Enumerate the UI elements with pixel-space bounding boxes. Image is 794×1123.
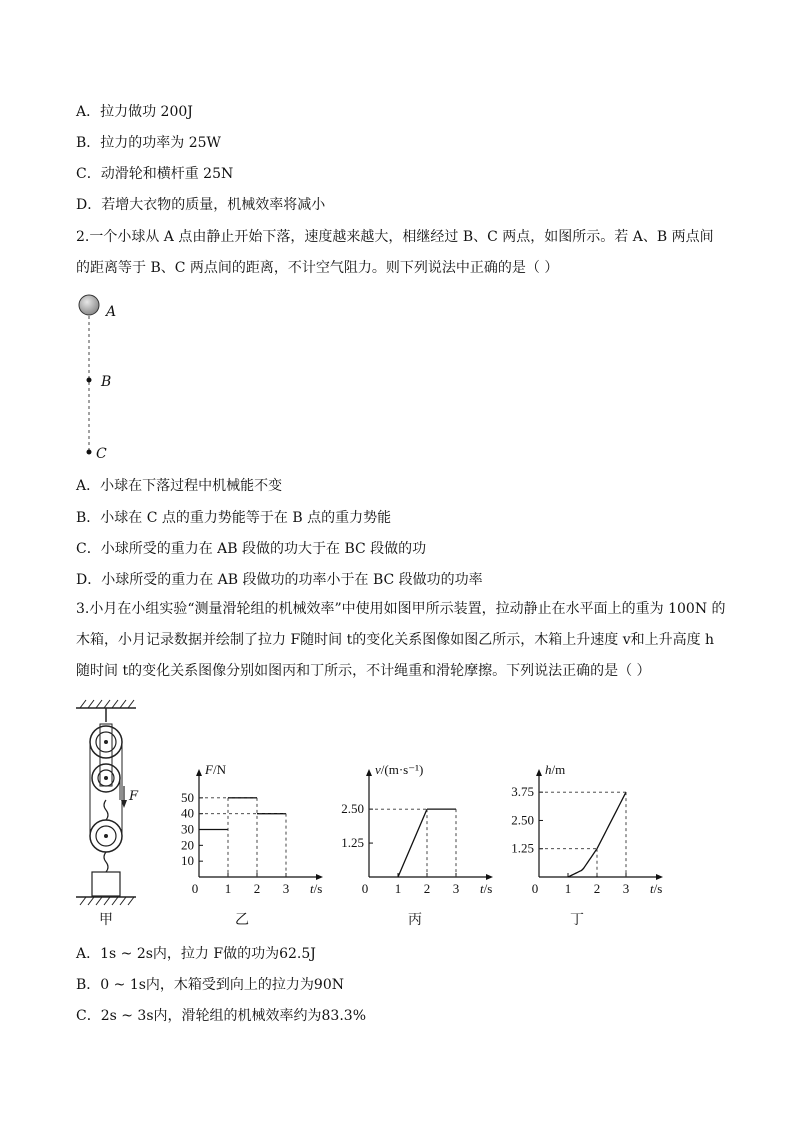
y-tick-label: 50 — [181, 789, 194, 805]
x-tick-label: 0 — [191, 881, 199, 896]
point-a-label: A — [106, 304, 117, 320]
x-axis-label: t/s — [310, 881, 323, 896]
x-tick-label: 1 — [224, 881, 232, 896]
x-axis-label: t/s — [480, 881, 493, 896]
q2-option-c: C．小球所受的重力在 AB 段做的功大于在 BC 段做的功 — [76, 541, 427, 557]
x-axis-arrow — [486, 874, 493, 880]
chart-1 — [341, 762, 493, 896]
y-tick-label: 1.25 — [511, 840, 534, 856]
q1-option-d: D．若增大衣物的质量，机械效率将减小 — [76, 197, 326, 213]
x-tick-label: 2 — [253, 881, 261, 896]
q3-option-a: A．1s ~ 2s内，拉力 F做的功为62.5J — [76, 946, 316, 962]
chart-0 — [181, 762, 323, 896]
y-axis-arrow — [536, 769, 542, 776]
y-tick-label: 10 — [181, 853, 194, 869]
chart-2 — [511, 762, 663, 896]
figure-yi-label: 乙 — [235, 912, 249, 928]
point-c-label: C — [96, 446, 107, 462]
figure-bing-label: 丙 — [408, 912, 422, 928]
x-tick-label: 3 — [282, 881, 290, 896]
point-b-label: B — [101, 374, 112, 390]
y-tick-label: 20 — [181, 837, 194, 853]
y-tick-label: 2.50 — [341, 801, 364, 817]
q1-option-a: A．拉力做功 200J — [76, 104, 193, 120]
q3-stem: 3.小月在小组实验“测量滑轮组的机械效率”中使用如图甲所示装置，拉动静止在水平面上的重为 100N 的木箱，小月记录数据并绘制了拉力 F随时间 t的变化关系图像如图乙所示，木箱上升速度 v和上升高度 h随时间 t的变化关系图像分别如图丙和丁所示，不计绳重和滑轮摩擦。下列说法正确的是（ ） — [76, 601, 726, 679]
q3-option-c: C．2s ~ 3s内，滑轮组的机械效率约为83.3% — [76, 1008, 367, 1024]
y-tick-label: 1.25 — [341, 835, 364, 851]
data-curve — [568, 792, 626, 877]
x-tick-label: 0 — [531, 881, 539, 896]
y-tick-label: 40 — [181, 805, 194, 821]
x-axis-arrow — [316, 874, 323, 880]
data-segment — [398, 809, 427, 877]
x-axis-label: t/s — [650, 881, 663, 896]
figure-jia-label: 甲 — [99, 912, 113, 928]
q2-stem: 2.一个小球从 A 点由静止开始下落，速度越来越大，相继经过 B、C 两点，如图所示。若 A、B 两点间的距离等于 B、C 两点间的距离，不计空气阻力。则下列说法中正确的是（ ） — [76, 229, 714, 276]
q3-option-b: B．0 ~ 1s内，木箱受到向上的拉力为90N — [76, 977, 344, 993]
x-tick-label: 1 — [564, 881, 572, 896]
figure-ding-label: 丁 — [570, 912, 584, 928]
x-tick-label: 0 — [361, 881, 369, 896]
q2-option-a: A．小球在下落过程中机械能不变 — [76, 478, 283, 494]
x-axis-arrow — [656, 874, 663, 880]
q2-option-b: B．小球在 C 点的重力势能等于在 B 点的重力势能 — [76, 510, 392, 526]
q2-option-d: D．小球所受的重力在 AB 段做功的功率小于在 BC 段做功的功率 — [76, 572, 483, 588]
x-tick-label: 2 — [593, 881, 601, 896]
y-tick-label: 2.50 — [511, 812, 534, 828]
x-tick-label: 3 — [622, 881, 630, 896]
y-axis-label: h/m — [545, 762, 566, 777]
y-axis-label: v/(m·s⁻¹) — [375, 762, 424, 777]
y-axis-arrow — [196, 769, 202, 776]
q1-option-c: C．动滑轮和横杆重 25N — [76, 166, 234, 182]
force-label: F — [129, 789, 139, 804]
x-tick-label: 3 — [452, 881, 460, 896]
q1-option-b: B．拉力的功率为 25W — [76, 135, 221, 151]
y-tick-label: 3.75 — [511, 784, 534, 800]
x-tick-label: 2 — [423, 881, 431, 896]
y-tick-label: 30 — [181, 821, 194, 837]
y-axis-arrow — [366, 769, 372, 776]
x-tick-label: 1 — [394, 881, 402, 896]
y-axis-label: F/N — [205, 762, 226, 777]
